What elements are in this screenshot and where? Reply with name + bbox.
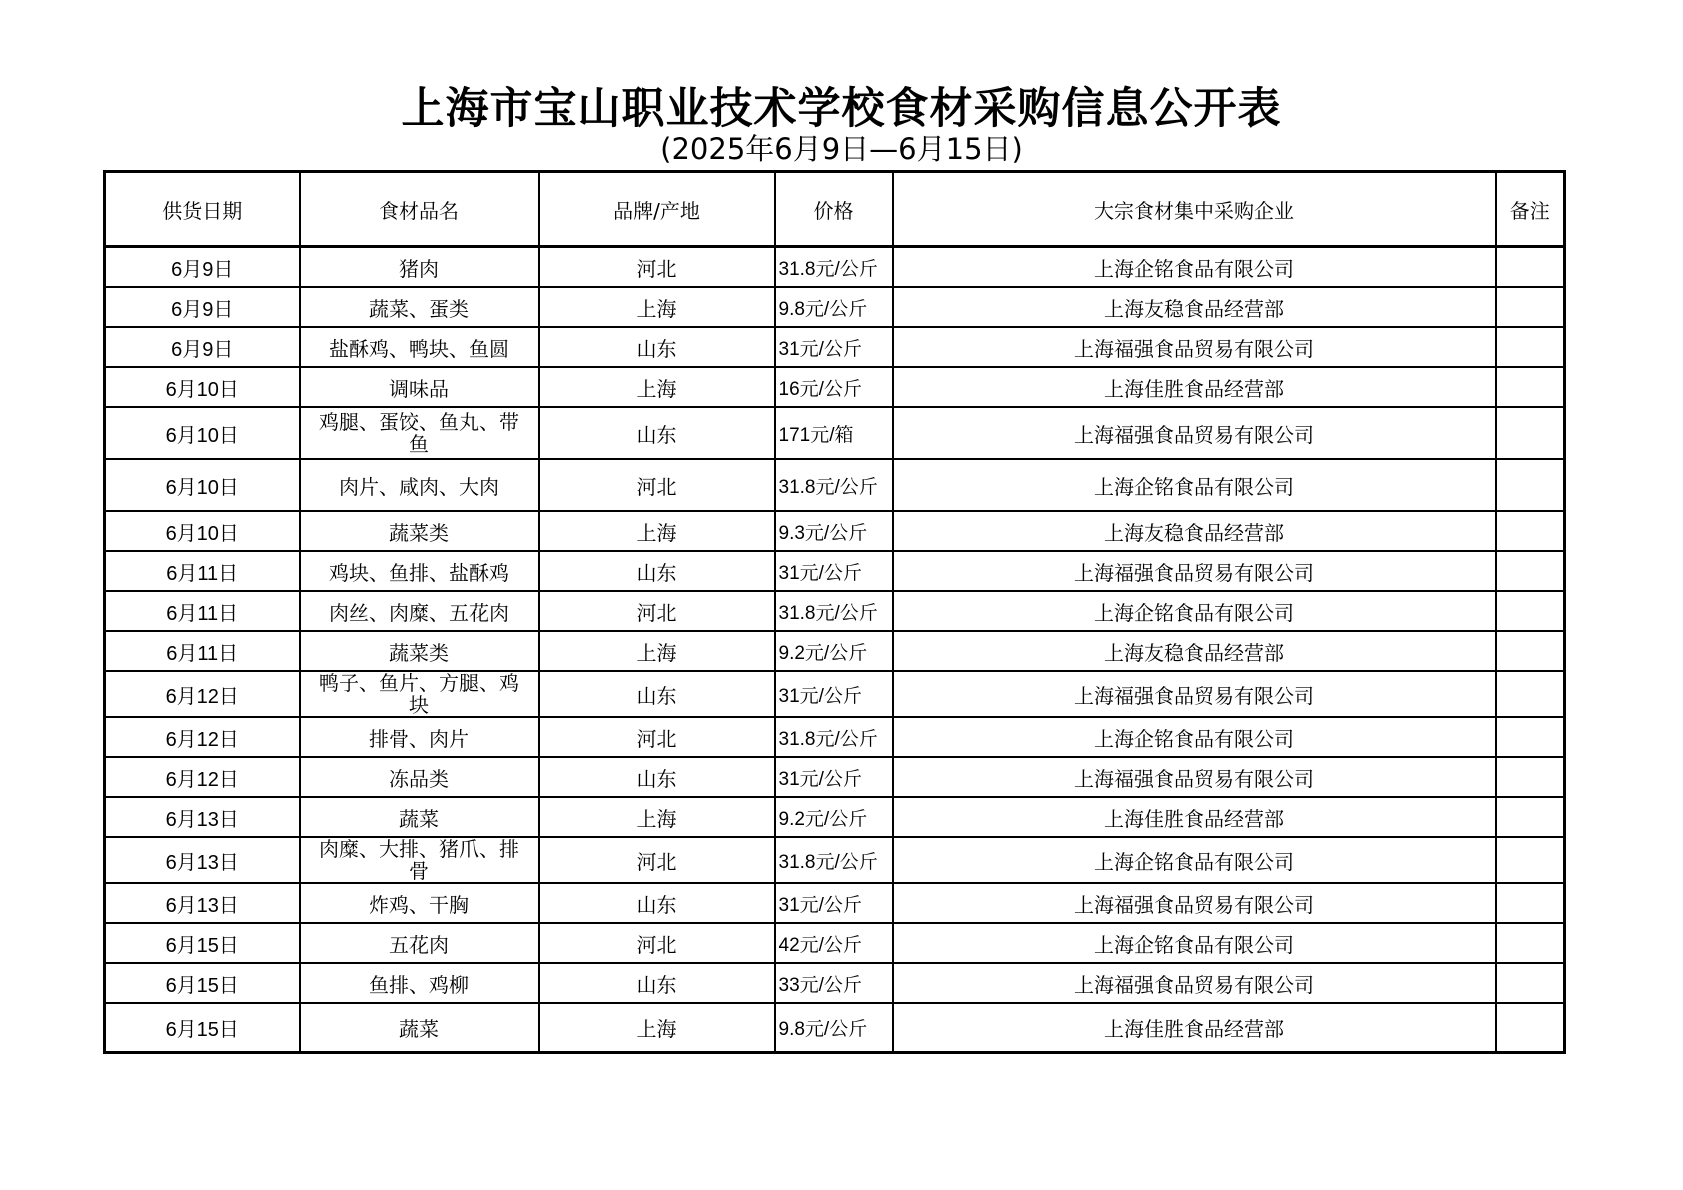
cell-supplier: 上海企铭食品有限公司 (893, 717, 1496, 757)
cell-brand-origin: 山东 (539, 551, 775, 591)
cell-remark (1496, 963, 1565, 1003)
cell-price: 9.2元/公斤 (775, 631, 893, 671)
procurement-table (103, 170, 1566, 1054)
table-row (105, 591, 1565, 631)
cell-ingredient-name: 排骨、肉片 (300, 717, 539, 757)
cell-remark (1496, 247, 1565, 288)
cell-price: 31.8元/公斤 (775, 837, 893, 883)
cell-ingredient-name: 冻品类 (300, 757, 539, 797)
cell-supplier: 上海友稳食品经营部 (893, 631, 1496, 671)
table-header-row (105, 172, 1565, 247)
cell-supply-date: 6月12日 (105, 717, 300, 757)
cell-supplier: 上海企铭食品有限公司 (893, 459, 1496, 511)
table-row (105, 797, 1565, 837)
table-row (105, 717, 1565, 757)
cell-supplier: 上海福强食品贸易有限公司 (893, 757, 1496, 797)
cell-ingredient-name: 肉糜、大排、猪爪、排骨 (300, 837, 539, 883)
header-supplier: 大宗食材集中采购企业 (893, 172, 1496, 247)
cell-brand-origin: 上海 (539, 511, 775, 551)
cell-remark (1496, 631, 1565, 671)
table-row (105, 837, 1565, 883)
table-row (105, 247, 1565, 288)
cell-supply-date: 6月15日 (105, 963, 300, 1003)
header-ingredient-name: 食材品名 (300, 172, 539, 247)
cell-ingredient-name: 鱼排、鸡柳 (300, 963, 539, 1003)
cell-supply-date: 6月13日 (105, 883, 300, 923)
cell-price: 31.8元/公斤 (775, 247, 893, 288)
cell-price: 31元/公斤 (775, 883, 893, 923)
cell-ingredient-name: 蔬菜、蛋类 (300, 287, 539, 327)
cell-price: 9.2元/公斤 (775, 797, 893, 837)
cell-brand-origin: 河北 (539, 247, 775, 288)
cell-ingredient-name: 肉丝、肉糜、五花肉 (300, 591, 539, 631)
cell-brand-origin: 河北 (539, 717, 775, 757)
cell-supplier: 上海福强食品贸易有限公司 (893, 671, 1496, 717)
cell-remark (1496, 717, 1565, 757)
cell-remark (1496, 511, 1565, 551)
cell-brand-origin: 山东 (539, 883, 775, 923)
cell-supply-date: 6月10日 (105, 367, 300, 407)
cell-price: 31元/公斤 (775, 671, 893, 717)
cell-brand-origin: 河北 (539, 923, 775, 963)
cell-supply-date: 6月11日 (105, 631, 300, 671)
table-row (105, 757, 1565, 797)
cell-ingredient-name: 蔬菜类 (300, 631, 539, 671)
cell-supply-date: 6月11日 (105, 591, 300, 631)
cell-supply-date: 6月10日 (105, 459, 300, 511)
cell-brand-origin: 山东 (539, 407, 775, 459)
cell-ingredient-name: 蔬菜类 (300, 511, 539, 551)
cell-remark (1496, 671, 1565, 717)
cell-remark (1496, 459, 1565, 511)
cell-supplier: 上海佳胜食品经营部 (893, 367, 1496, 407)
table-row (105, 1003, 1565, 1053)
cell-remark (1496, 591, 1565, 631)
table-body (105, 247, 1565, 1053)
cell-supplier: 上海福强食品贸易有限公司 (893, 883, 1496, 923)
header-price: 价格 (775, 172, 893, 247)
cell-price: 9.8元/公斤 (775, 287, 893, 327)
cell-supply-date: 6月15日 (105, 923, 300, 963)
cell-supplier: 上海友稳食品经营部 (893, 287, 1496, 327)
cell-ingredient-name: 五花肉 (300, 923, 539, 963)
cell-supply-date: 6月11日 (105, 551, 300, 591)
page-subtitle: (2025年6月9日—6月15日) (660, 132, 1023, 166)
cell-ingredient-name: 鸭子、鱼片、方腿、鸡块 (300, 671, 539, 717)
cell-price: 31元/公斤 (775, 327, 893, 367)
cell-price: 31元/公斤 (775, 757, 893, 797)
cell-price: 33元/公斤 (775, 963, 893, 1003)
cell-brand-origin: 山东 (539, 671, 775, 717)
cell-supplier: 上海企铭食品有限公司 (893, 923, 1496, 963)
table-row (105, 459, 1565, 511)
cell-price: 31.8元/公斤 (775, 459, 893, 511)
cell-ingredient-name: 蔬菜 (300, 797, 539, 837)
cell-supply-date: 6月12日 (105, 671, 300, 717)
cell-ingredient-name: 盐酥鸡、鸭块、鱼圆 (300, 327, 539, 367)
cell-remark (1496, 287, 1565, 327)
table-row (105, 367, 1565, 407)
cell-supply-date: 6月10日 (105, 407, 300, 459)
cell-supply-date: 6月12日 (105, 757, 300, 797)
cell-brand-origin: 河北 (539, 459, 775, 511)
cell-price: 31元/公斤 (775, 551, 893, 591)
cell-brand-origin: 上海 (539, 287, 775, 327)
cell-supply-date: 6月9日 (105, 287, 300, 327)
cell-remark (1496, 327, 1565, 367)
cell-supplier: 上海福强食品贸易有限公司 (893, 327, 1496, 367)
cell-remark (1496, 923, 1565, 963)
cell-ingredient-name: 猪肉 (300, 247, 539, 288)
cell-supplier: 上海福强食品贸易有限公司 (893, 551, 1496, 591)
table-row (105, 551, 1565, 591)
cell-price: 31.8元/公斤 (775, 717, 893, 757)
cell-brand-origin: 山东 (539, 757, 775, 797)
table-row (105, 287, 1565, 327)
header-remark: 备注 (1496, 172, 1565, 247)
cell-supplier: 上海福强食品贸易有限公司 (893, 407, 1496, 459)
cell-ingredient-name: 鸡块、鱼排、盐酥鸡 (300, 551, 539, 591)
cell-remark (1496, 551, 1565, 591)
cell-remark (1496, 837, 1565, 883)
cell-ingredient-name: 肉片、咸肉、大肉 (300, 459, 539, 511)
page-title: 上海市宝山职业技术学校食材采购信息公开表 (401, 84, 1282, 134)
table-row (105, 883, 1565, 923)
cell-brand-origin: 上海 (539, 797, 775, 837)
cell-supply-date: 6月15日 (105, 1003, 300, 1053)
cell-brand-origin: 上海 (539, 1003, 775, 1053)
table-row (105, 671, 1565, 717)
cell-ingredient-name: 炸鸡、干胸 (300, 883, 539, 923)
cell-supplier: 上海佳胜食品经营部 (893, 797, 1496, 837)
cell-brand-origin: 上海 (539, 367, 775, 407)
header-supply-date: 供货日期 (105, 172, 300, 247)
cell-remark (1496, 883, 1565, 923)
cell-supplier: 上海福强食品贸易有限公司 (893, 963, 1496, 1003)
cell-supplier: 上海佳胜食品经营部 (893, 1003, 1496, 1053)
cell-supply-date: 6月10日 (105, 511, 300, 551)
cell-price: 42元/公斤 (775, 923, 893, 963)
cell-remark (1496, 407, 1565, 459)
table-row (105, 511, 1565, 551)
cell-supplier: 上海企铭食品有限公司 (893, 591, 1496, 631)
table-row (105, 963, 1565, 1003)
cell-ingredient-name: 调味品 (300, 367, 539, 407)
cell-supply-date: 6月9日 (105, 247, 300, 288)
cell-remark (1496, 757, 1565, 797)
cell-supplier: 上海企铭食品有限公司 (893, 837, 1496, 883)
cell-price: 16元/公斤 (775, 367, 893, 407)
table-row (105, 327, 1565, 367)
cell-supply-date: 6月9日 (105, 327, 300, 367)
table-row (105, 407, 1565, 459)
header-brand-origin: 品牌/产地 (539, 172, 775, 247)
cell-price: 31.8元/公斤 (775, 591, 893, 631)
cell-supply-date: 6月13日 (105, 837, 300, 883)
cell-ingredient-name: 蔬菜 (300, 1003, 539, 1053)
cell-brand-origin: 河北 (539, 837, 775, 883)
cell-price: 171元/箱 (775, 407, 893, 459)
cell-brand-origin: 山东 (539, 327, 775, 367)
cell-supplier: 上海企铭食品有限公司 (893, 247, 1496, 288)
cell-remark (1496, 367, 1565, 407)
table-row (105, 631, 1565, 671)
cell-brand-origin: 河北 (539, 591, 775, 631)
cell-ingredient-name: 鸡腿、蛋饺、鱼丸、带鱼 (300, 407, 539, 459)
cell-price: 9.8元/公斤 (775, 1003, 893, 1053)
cell-remark (1496, 1003, 1565, 1053)
cell-price: 9.3元/公斤 (775, 511, 893, 551)
cell-supply-date: 6月13日 (105, 797, 300, 837)
cell-remark (1496, 797, 1565, 837)
cell-brand-origin: 山东 (539, 963, 775, 1003)
table-row (105, 923, 1565, 963)
cell-supplier: 上海友稳食品经营部 (893, 511, 1496, 551)
cell-brand-origin: 上海 (539, 631, 775, 671)
